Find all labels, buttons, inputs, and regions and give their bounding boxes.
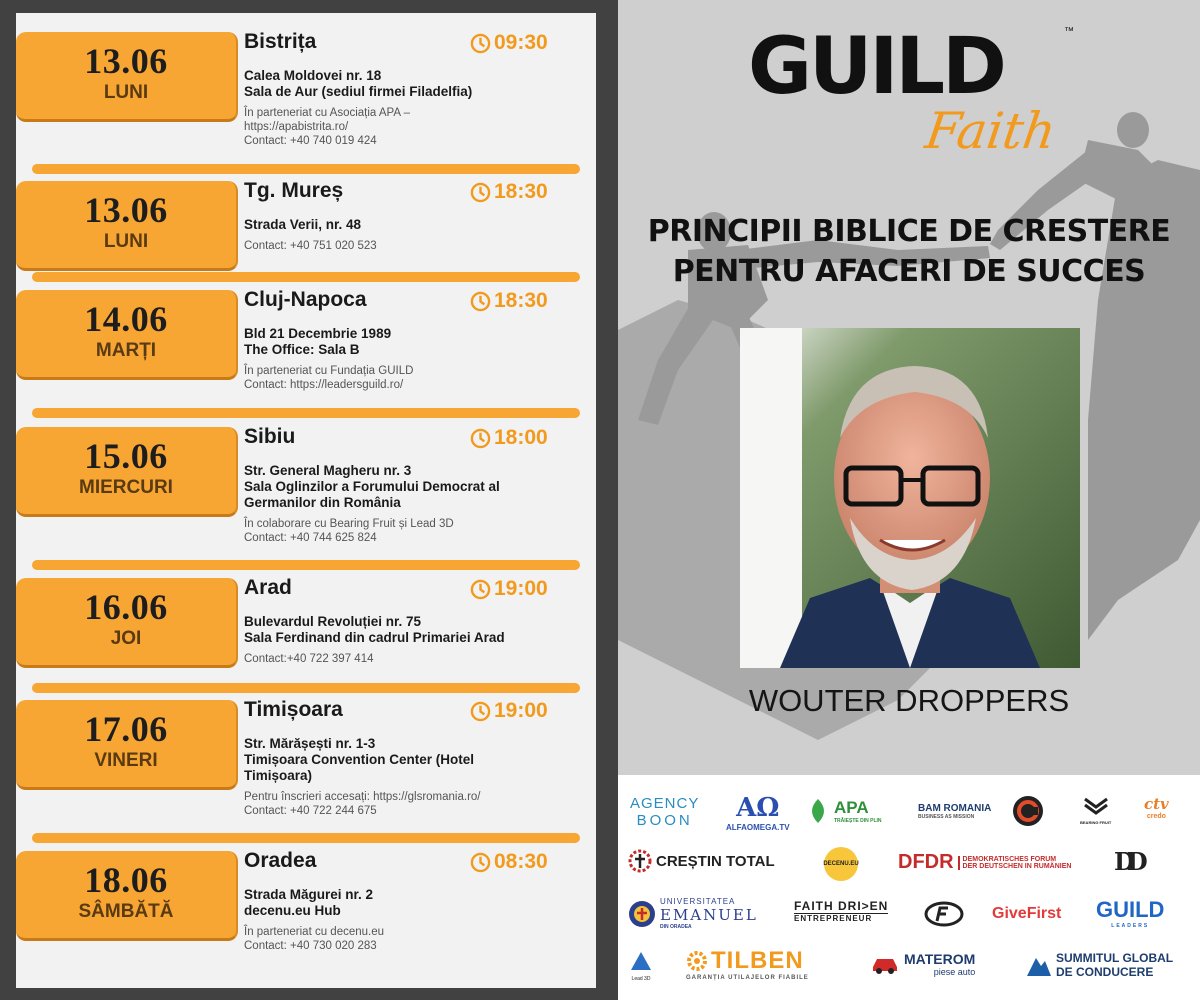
- sponsor-text: CREȘTIN TOTAL: [656, 852, 775, 870]
- headline-line: PRINCIPII BIBLICE DE CRESTERE: [647, 214, 1171, 249]
- event-date: 13.06: [84, 41, 168, 81]
- event-date: 17.06: [84, 709, 168, 749]
- sponsor-bearing-fruit-logo: [1080, 795, 1111, 825]
- event-time: [470, 31, 568, 55]
- clock-icon: [470, 579, 491, 600]
- sponsor-text: DFDR: [898, 851, 954, 873]
- event-separator: [32, 683, 580, 693]
- clock-icon: [470, 182, 491, 203]
- sponsor-dd-logo: DD: [1114, 847, 1140, 876]
- sponsor-text: APA: [834, 798, 869, 817]
- sponsor-apa-logo: [806, 797, 882, 825]
- sponsor-text: ALFAOMEGA.TV: [726, 823, 790, 832]
- sponsor-text: EMANUEL: [660, 906, 758, 924]
- event-address-line: Calea Moldovei nr. 18: [244, 68, 382, 83]
- event-city: Arad: [244, 576, 292, 599]
- event-time-text: 08:30: [494, 850, 548, 873]
- sponsor-crestin-total-logo: [628, 849, 775, 873]
- university-seal-icon: [628, 900, 656, 928]
- gear-icon: [686, 950, 708, 972]
- event-note-line: Pentru înscrieri accesați: https://glsromania.ro/: [244, 791, 481, 803]
- headline-line: PENTRU AFACERI DE SUCCES: [672, 254, 1146, 289]
- clock-icon: [470, 852, 491, 873]
- event-note-line: Contact: +40 730 020 283: [244, 940, 377, 952]
- sponsor-dfdr-logo: [898, 851, 1071, 874]
- event-address-line: The Office: Sala B: [244, 342, 360, 357]
- sponsor-text: ΑΩ: [736, 793, 780, 823]
- event-city: Oradea: [244, 849, 317, 872]
- sponsor-text: ctv: [1144, 795, 1169, 813]
- sponsor-text: credo: [1146, 813, 1166, 820]
- sponsor-text: BUSINESS AS MISSION: [918, 814, 975, 820]
- car-icon: [870, 953, 900, 975]
- event-note-line: În colaborare cu Bearing Fruit și Lead 3D: [244, 518, 454, 530]
- event-note-line: În parteneriat cu Asociația APA –: [244, 107, 411, 119]
- sponsor-text: DECENU.EU: [824, 847, 858, 881]
- event-day: LUNI: [103, 82, 149, 103]
- event-note-line: Contact: +40 740 019 424: [244, 135, 377, 147]
- event-address-line: Timișoara Convention Center (Hotel: [244, 752, 475, 767]
- event-time: [470, 180, 568, 204]
- leaf-icon: [806, 797, 830, 825]
- event-address-line: Strada Verii, nr. 48: [244, 217, 362, 232]
- logo-trademark: ™: [1064, 26, 1074, 37]
- event-note-line: În parteneriat cu Fundația GUILD: [244, 365, 414, 377]
- clock-icon: [470, 701, 491, 722]
- circle-c-icon: [1012, 795, 1044, 827]
- event-time-text: 09:30: [494, 31, 548, 54]
- event-day: SÂMBĂTĂ: [78, 901, 174, 922]
- event-time: [470, 577, 568, 601]
- event-city: Timișoara: [244, 698, 343, 721]
- sponsor-text: MATEROM: [904, 951, 976, 967]
- event-city: Cluj-Napoca: [244, 288, 367, 311]
- sponsor-text: GUILD: [1096, 897, 1165, 922]
- sponsor-bam-romania-logo: [918, 803, 991, 820]
- event-address-line: Bulevardul Revoluției nr. 75: [244, 614, 422, 629]
- event-time-text: 19:00: [494, 577, 548, 600]
- event-separator: [32, 408, 580, 418]
- chevrons-icon: [1083, 795, 1109, 815]
- event-note-line: În parteneriat cu decenu.eu: [244, 926, 385, 938]
- event-time-text: 18:30: [494, 289, 548, 312]
- event-date-box: [16, 32, 238, 122]
- event-time: [470, 699, 568, 723]
- sponsor-text: GARANȚIA UTILAJELOR FIABILE: [686, 975, 809, 981]
- event-date: 13.06: [84, 190, 168, 230]
- event-date: 14.06: [84, 299, 168, 339]
- event-address-line: Str. Mărășești nr. 1-3: [244, 736, 376, 751]
- event-address-line: Sala de Aur (sediul firmei Filadelfia): [244, 84, 473, 99]
- event-note-line: https://apabistrita.ro/: [244, 121, 349, 133]
- headline: [618, 212, 1200, 292]
- sponsor-summit-logo: [1026, 951, 1173, 979]
- event-city: Sibiu: [244, 425, 296, 448]
- event-city: Tg. Mureș: [244, 179, 344, 202]
- event-address-line: Timișoara): [244, 768, 313, 783]
- logo-subword: Faith: [921, 102, 1060, 160]
- sponsor-text: FAITH DRI>EN: [794, 899, 889, 913]
- sponsor-materom-logo: [870, 951, 975, 977]
- guild-faith-logo: [748, 22, 1078, 172]
- event-separator: [32, 560, 580, 570]
- sponsor-ctv-logo: [1144, 795, 1169, 820]
- event-address-line: Sala Ferdinand din cadrul Primariei Arad: [244, 630, 505, 645]
- event-day: VINERI: [94, 750, 158, 771]
- event-day: MIERCURI: [79, 477, 173, 498]
- event-note-line: Contact: https://leadersguild.ro/: [244, 379, 404, 391]
- sponsor-text: TILBEN: [711, 947, 804, 974]
- speaker-name: WOUTER DROPPERS: [748, 683, 1070, 718]
- cross-badge-icon: [628, 849, 652, 873]
- sponsor-text: LEADERS: [1111, 923, 1150, 929]
- sponsor-c-logo: [1012, 795, 1044, 832]
- sponsor-f-logo: [924, 901, 964, 932]
- sponsor-text: DIN ORADEA: [660, 924, 692, 930]
- event-date-box: [16, 427, 238, 517]
- event-address-line: Sala Oglinzilor a Forumului Democrat al: [244, 479, 500, 494]
- logo-word: GUILD: [748, 22, 1004, 112]
- sponsor-emanuel-logo: [628, 897, 758, 930]
- event-separator: [32, 272, 580, 282]
- event-date-box: [16, 700, 238, 790]
- sponsor-text: AGENCY: [630, 795, 700, 812]
- sponsor-text: ENTREPRENEUR: [794, 913, 888, 923]
- event-date-box: [16, 290, 238, 380]
- triangle-icon: [630, 951, 652, 971]
- event-date-box: [16, 578, 238, 668]
- sponsor-text: SUMMITUL GLOBAL: [1056, 951, 1174, 965]
- event-separator: [32, 164, 580, 174]
- event-time: [470, 426, 568, 450]
- sponsor-text: TRĂIEȘTE DIN PLIN: [834, 818, 882, 824]
- event-date: 15.06: [84, 436, 168, 476]
- hero-panel: [618, 0, 1200, 775]
- event-date: 16.06: [84, 587, 168, 627]
- event-address-line: Germanilor din România: [244, 495, 401, 510]
- sponsor-text: BOON: [636, 812, 693, 829]
- event-note-line: Contact: +40 744 625 824: [244, 532, 377, 544]
- sponsor-text: DER DEUTSCHEN IN RUMÄNIEN: [962, 862, 1072, 870]
- event-note-line: Contact: +40 751 020 523: [244, 240, 377, 252]
- event-time: [470, 289, 568, 313]
- sponsor-text: BEARING FRUIT: [1080, 820, 1112, 825]
- event-address-line: Str. General Magheru nr. 3: [244, 463, 412, 478]
- event-city: Bistrița: [244, 30, 317, 53]
- event-address-line: Strada Măgurei nr. 2: [244, 887, 374, 902]
- sponsor-text: BAM ROMANIA: [918, 803, 992, 814]
- event-separator: [32, 833, 580, 843]
- event-date-box: [16, 181, 238, 271]
- event-note-line: Contact:+40 722 397 414: [244, 653, 374, 665]
- sponsor-text: DEMOKRATISCHES FORUM: [962, 855, 1057, 863]
- sponsor-agency-boon-logo: [630, 795, 699, 829]
- event-day: LUNI: [103, 231, 149, 252]
- event-note-line: Contact: +40 722 244 675: [244, 805, 377, 817]
- sponsor-alfaomega-logo: [726, 793, 790, 832]
- event-time: [470, 850, 568, 874]
- sponsor-givefirst-logo: GiveFirst: [992, 905, 1062, 922]
- event-address-line: decenu.eu Hub: [244, 903, 341, 918]
- sponsor-tilben-logo: [686, 947, 809, 981]
- event-time-text: 18:00: [494, 426, 548, 449]
- event-day: JOI: [110, 628, 142, 649]
- event-address-line: Bld 21 Decembrie 1989: [244, 326, 392, 341]
- event-date-box: [16, 851, 238, 941]
- event-day: MARȚI: [95, 340, 157, 361]
- sponsor-text: piese auto: [933, 967, 976, 977]
- sponsor-lead3d-logo: [630, 951, 652, 982]
- sponsor-faith-driven-logo: [794, 899, 888, 923]
- sponsor-text: Lead 3D: [631, 976, 651, 982]
- clock-icon: [470, 428, 491, 449]
- sponsor-decenu-logo: [824, 847, 858, 881]
- sponsor-text: DE CONDUCERE: [1056, 965, 1154, 979]
- sponsor-guild-leaders-logo: [1096, 897, 1164, 929]
- clock-icon: [470, 291, 491, 312]
- sponsors-strip: [618, 775, 1200, 1000]
- clock-icon: [470, 33, 491, 54]
- sponsor-text: UNIVERSITATEA: [660, 897, 736, 906]
- event-time-text: 19:00: [494, 699, 548, 722]
- event-time-text: 18:30: [494, 180, 548, 203]
- mountain-icon: [1026, 952, 1052, 978]
- f-oval-icon: [924, 901, 964, 927]
- speaker-photo: [740, 328, 1080, 668]
- event-date: 18.06: [84, 860, 168, 900]
